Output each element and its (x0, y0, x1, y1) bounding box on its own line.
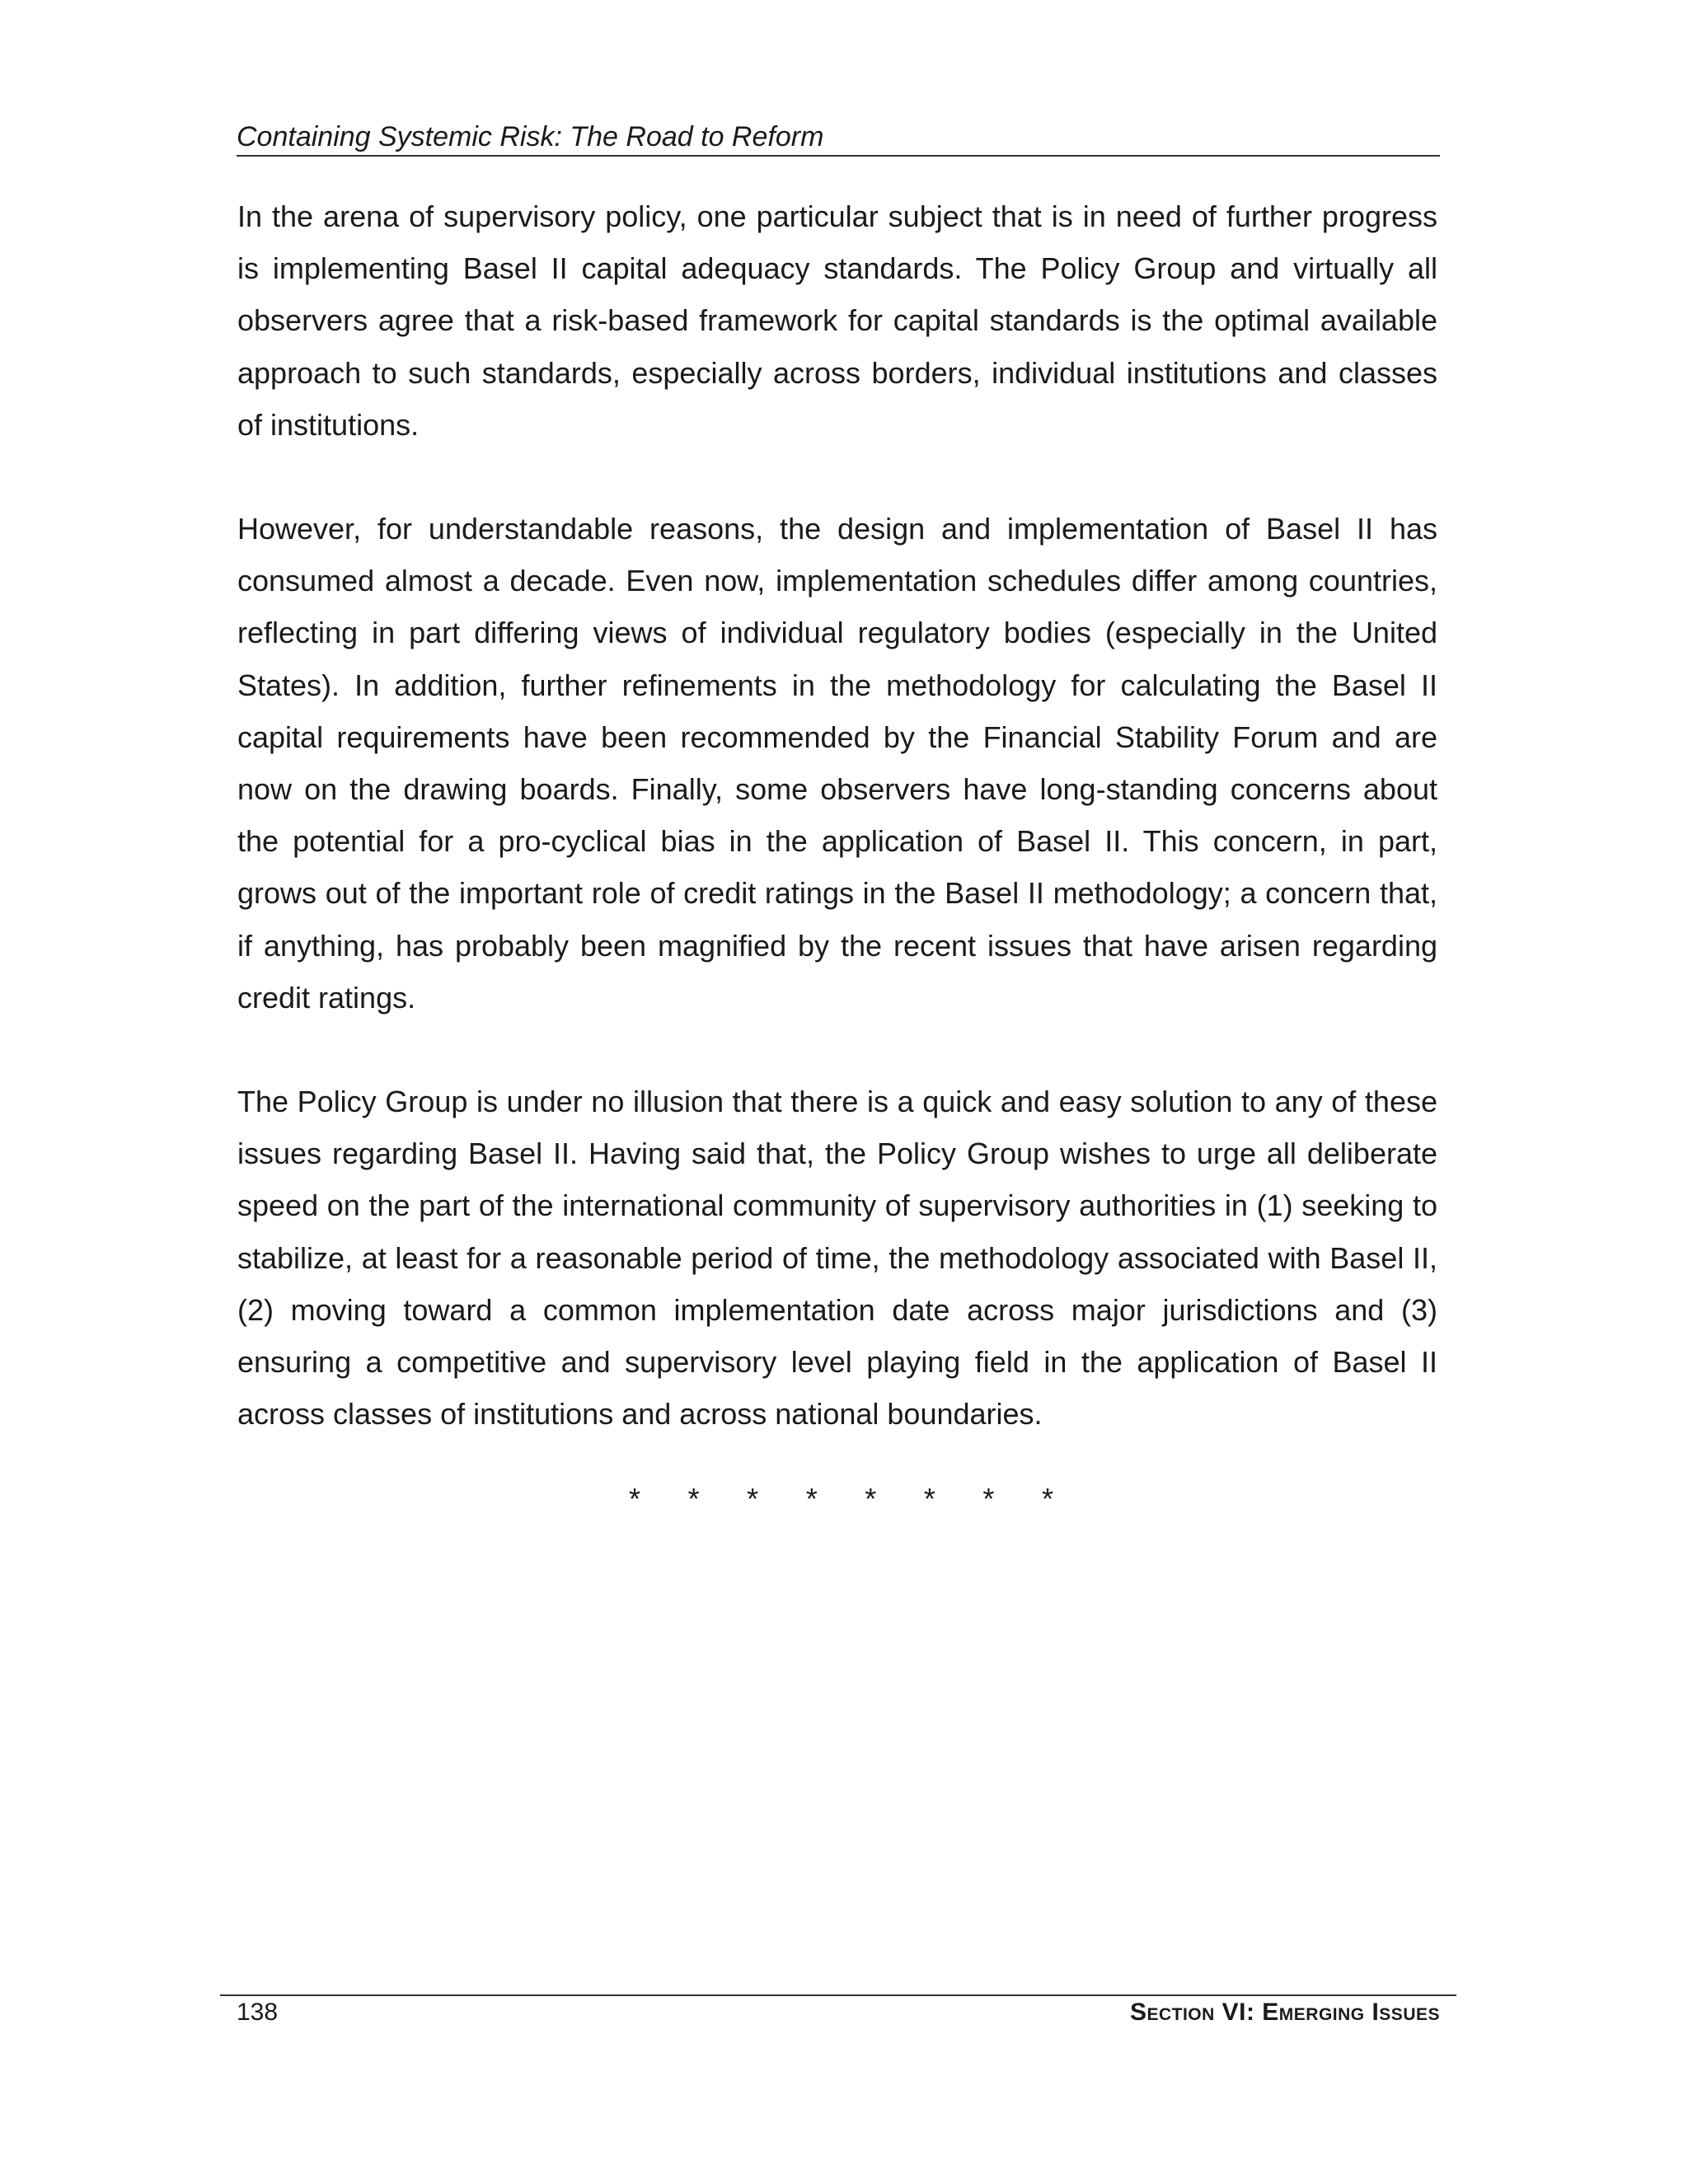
paragraph-basel-implementation: However, for understandable reasons, the design and implementation of Basel II has consumed almost a decade. Even now, implementation schedules differ among countries, reflecting in part differing views of individual regulatory bodies (especially in the United States). In addition, further refinements in the methodology for calculating the Basel II capital requirements have been recommended by the Financial Stability Forum and are now on the drawing boards. Finally, some observers have long-standing concerns about the potential for a pro-cyclical bias in the application of Basel II. This concern, in part, grows out of the important role of credit ratings in the Basel II methodology; a concern that, if anything, has probably been magnified by the recent issues that have arisen regarding credit ratings. (237, 512, 1437, 1015)
paragraph-supervisory-policy: In the arena of supervisory policy, one particular subject that is in need of further progress is implementing Basel II capital adequacy standards. The Policy Group and virtually all observers agree that a risk-based framework for capital standards is the optimal available approach to such standards, especially across borders, individual institutions and classes of institutions. (237, 199, 1437, 442)
page-header (237, 120, 1440, 157)
separator-asterisk: * (1041, 1482, 1053, 1516)
section-label: Section VI: Emerging Issues (1129, 1999, 1440, 2026)
page-footer (220, 1994, 1456, 2027)
separator-asterisk: * (629, 1482, 641, 1516)
separator-asterisk: * (923, 1482, 935, 1516)
separator-asterisk: * (982, 1482, 995, 1516)
separator-asterisk: * (747, 1482, 759, 1516)
separator-asterisk: * (805, 1482, 818, 1516)
paragraph-policy-group-urge: The Policy Group is under no illusion that there is a quick and easy solution to any of these issues regarding Basel II. Having said that, the Policy Group wishes to urge all deliberate speed on the part of the international community of supervisory authorities in (1) seeking to stabilize, at least for a reasonable period of time, the methodology associated with Basel II, (2) moving toward a common implementation date across major jurisdictions and (3) ensuring a competitive and supervisory level playing field in the application of Basel II across classes of institutions and across national boundaries. (237, 1085, 1437, 1432)
body-text (237, 190, 1437, 1516)
footer-row (220, 1998, 1456, 2027)
separator-asterisk: * (687, 1482, 700, 1516)
separator-asterisk: * (865, 1482, 877, 1516)
document-title: Containing Systemic Risk: The Road to Reform (237, 121, 824, 152)
page-number: 138 (237, 1999, 279, 2026)
section-separator (629, 1483, 1053, 1516)
